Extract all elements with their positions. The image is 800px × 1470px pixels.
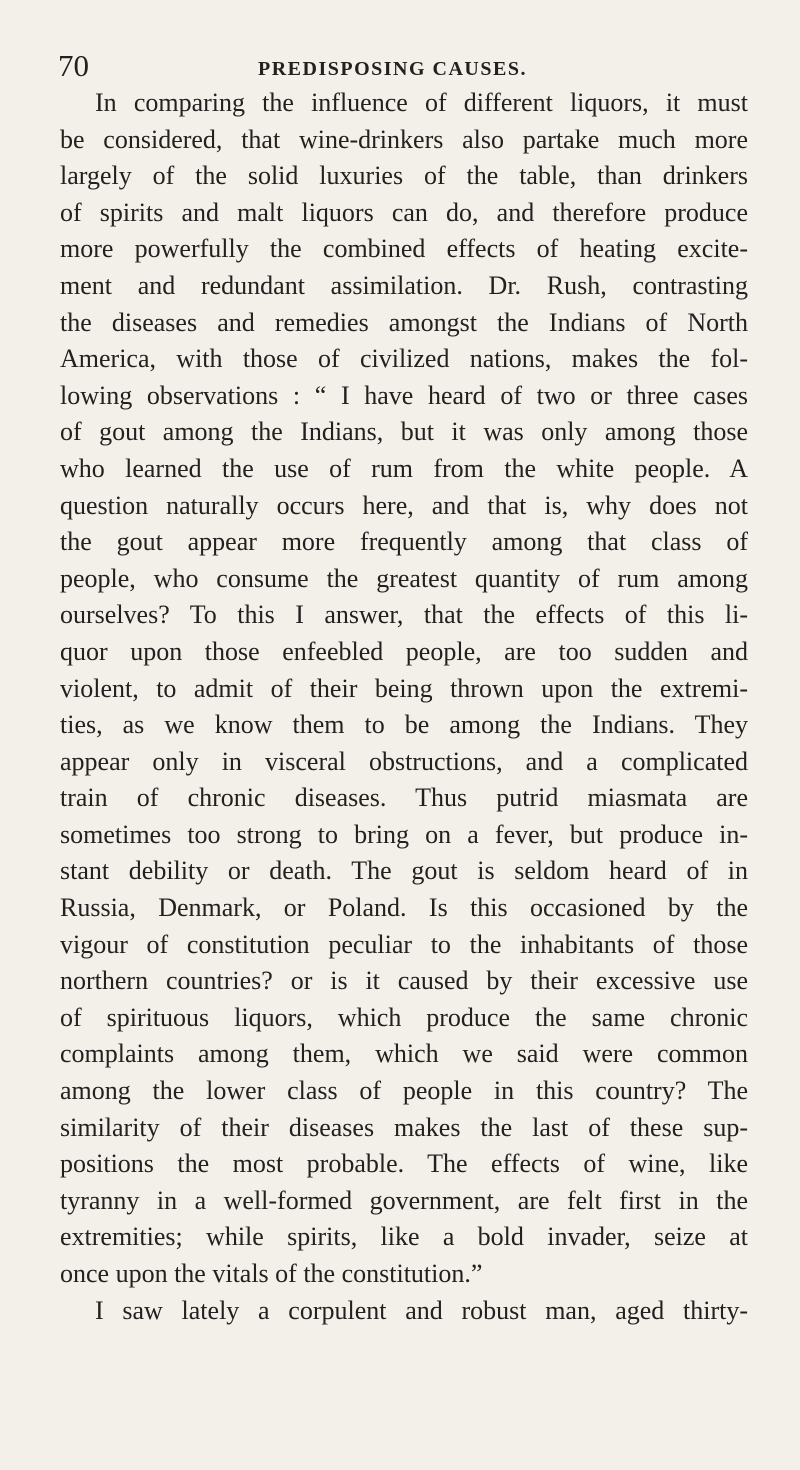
text-line: vigour of constitution peculiar to the inhabitants of those <box>60 929 748 959</box>
text-line: appear only in visceral obstructions, and a complicated <box>60 746 748 776</box>
text-line: positions the most probable. The effects of wine, like <box>60 1149 748 1179</box>
text-line: be considered, that wine-drinkers also partake much more <box>60 124 748 154</box>
text-line: lowing observations : “ I have heard of two or three cases <box>60 380 748 410</box>
text-line: extremities; while spirits, like a bold invader, seize at <box>60 1222 748 1252</box>
text-line: the diseases and remedies amongst the Indians of North <box>60 307 748 337</box>
text-line: more powerfully the combined effects of heating excite- <box>60 234 748 264</box>
text-line: train of chronic diseases. Thus putrid miasmata are <box>60 783 748 813</box>
text-line: I saw lately a corpulent and robust man, aged thirty- <box>95 1295 748 1325</box>
body-text <box>60 85 748 1329</box>
text-line: ourselves? To this I answer, that the effects of this li- <box>60 600 748 630</box>
text-line: of gout among the Indians, but it was only among those <box>60 417 748 447</box>
text-line: ties, as we know them to be among the Indians. They <box>60 710 748 740</box>
text-line: of spirituous liquors, which produce the same chronic <box>60 1002 748 1032</box>
text-line: stant debility or death. The gout is seldom heard of in <box>60 856 748 886</box>
text-line: among the lower class of people in this country? The <box>60 1076 748 1106</box>
text-line: sometimes too strong to bring on a fever, but produce in- <box>60 819 748 849</box>
text-line: people, who consume the greatest quantity of rum among <box>60 563 748 593</box>
text-line: quor upon those enfeebled people, are too sudden and <box>60 636 748 666</box>
page-number: 70 <box>58 48 89 83</box>
text-line: northern countries? or is it caused by their excessive use <box>60 966 748 996</box>
text-line: In comparing the influence of different liquors, it must <box>95 88 748 117</box>
text-line: tyranny in a well-formed government, are felt first in the <box>60 1185 748 1215</box>
text-line: ment and redundant assimilation. Dr. Rush, contrasting <box>60 270 748 300</box>
text-line: who learned the use of rum from the white people. A <box>60 453 748 483</box>
text-line: of spirits and malt liquors can do, and therefore produce <box>60 197 748 227</box>
running-title: PREDISPOSING CAUSES. <box>258 58 527 80</box>
text-line: once upon the vitals of the constitution.” <box>60 1259 483 1288</box>
text-line: complaints among them, which we said were common <box>60 1039 748 1069</box>
text-line: similarity of their diseases makes the last of these sup- <box>60 1112 748 1142</box>
text-line: Russia, Denmark, or Poland. Is this occasioned by the <box>60 893 748 923</box>
running-header <box>58 48 748 88</box>
text-line: question naturally occurs here, and that is, why does not <box>60 490 748 520</box>
text-line: the gout appear more frequently among that class of <box>60 527 748 557</box>
text-line: largely of the solid luxuries of the table, than drinkers <box>60 161 748 191</box>
text-line: America, with those of civilized nations, makes the fol- <box>60 344 748 374</box>
text-line: violent, to admit of their being thrown upon the extremi- <box>60 673 748 703</box>
